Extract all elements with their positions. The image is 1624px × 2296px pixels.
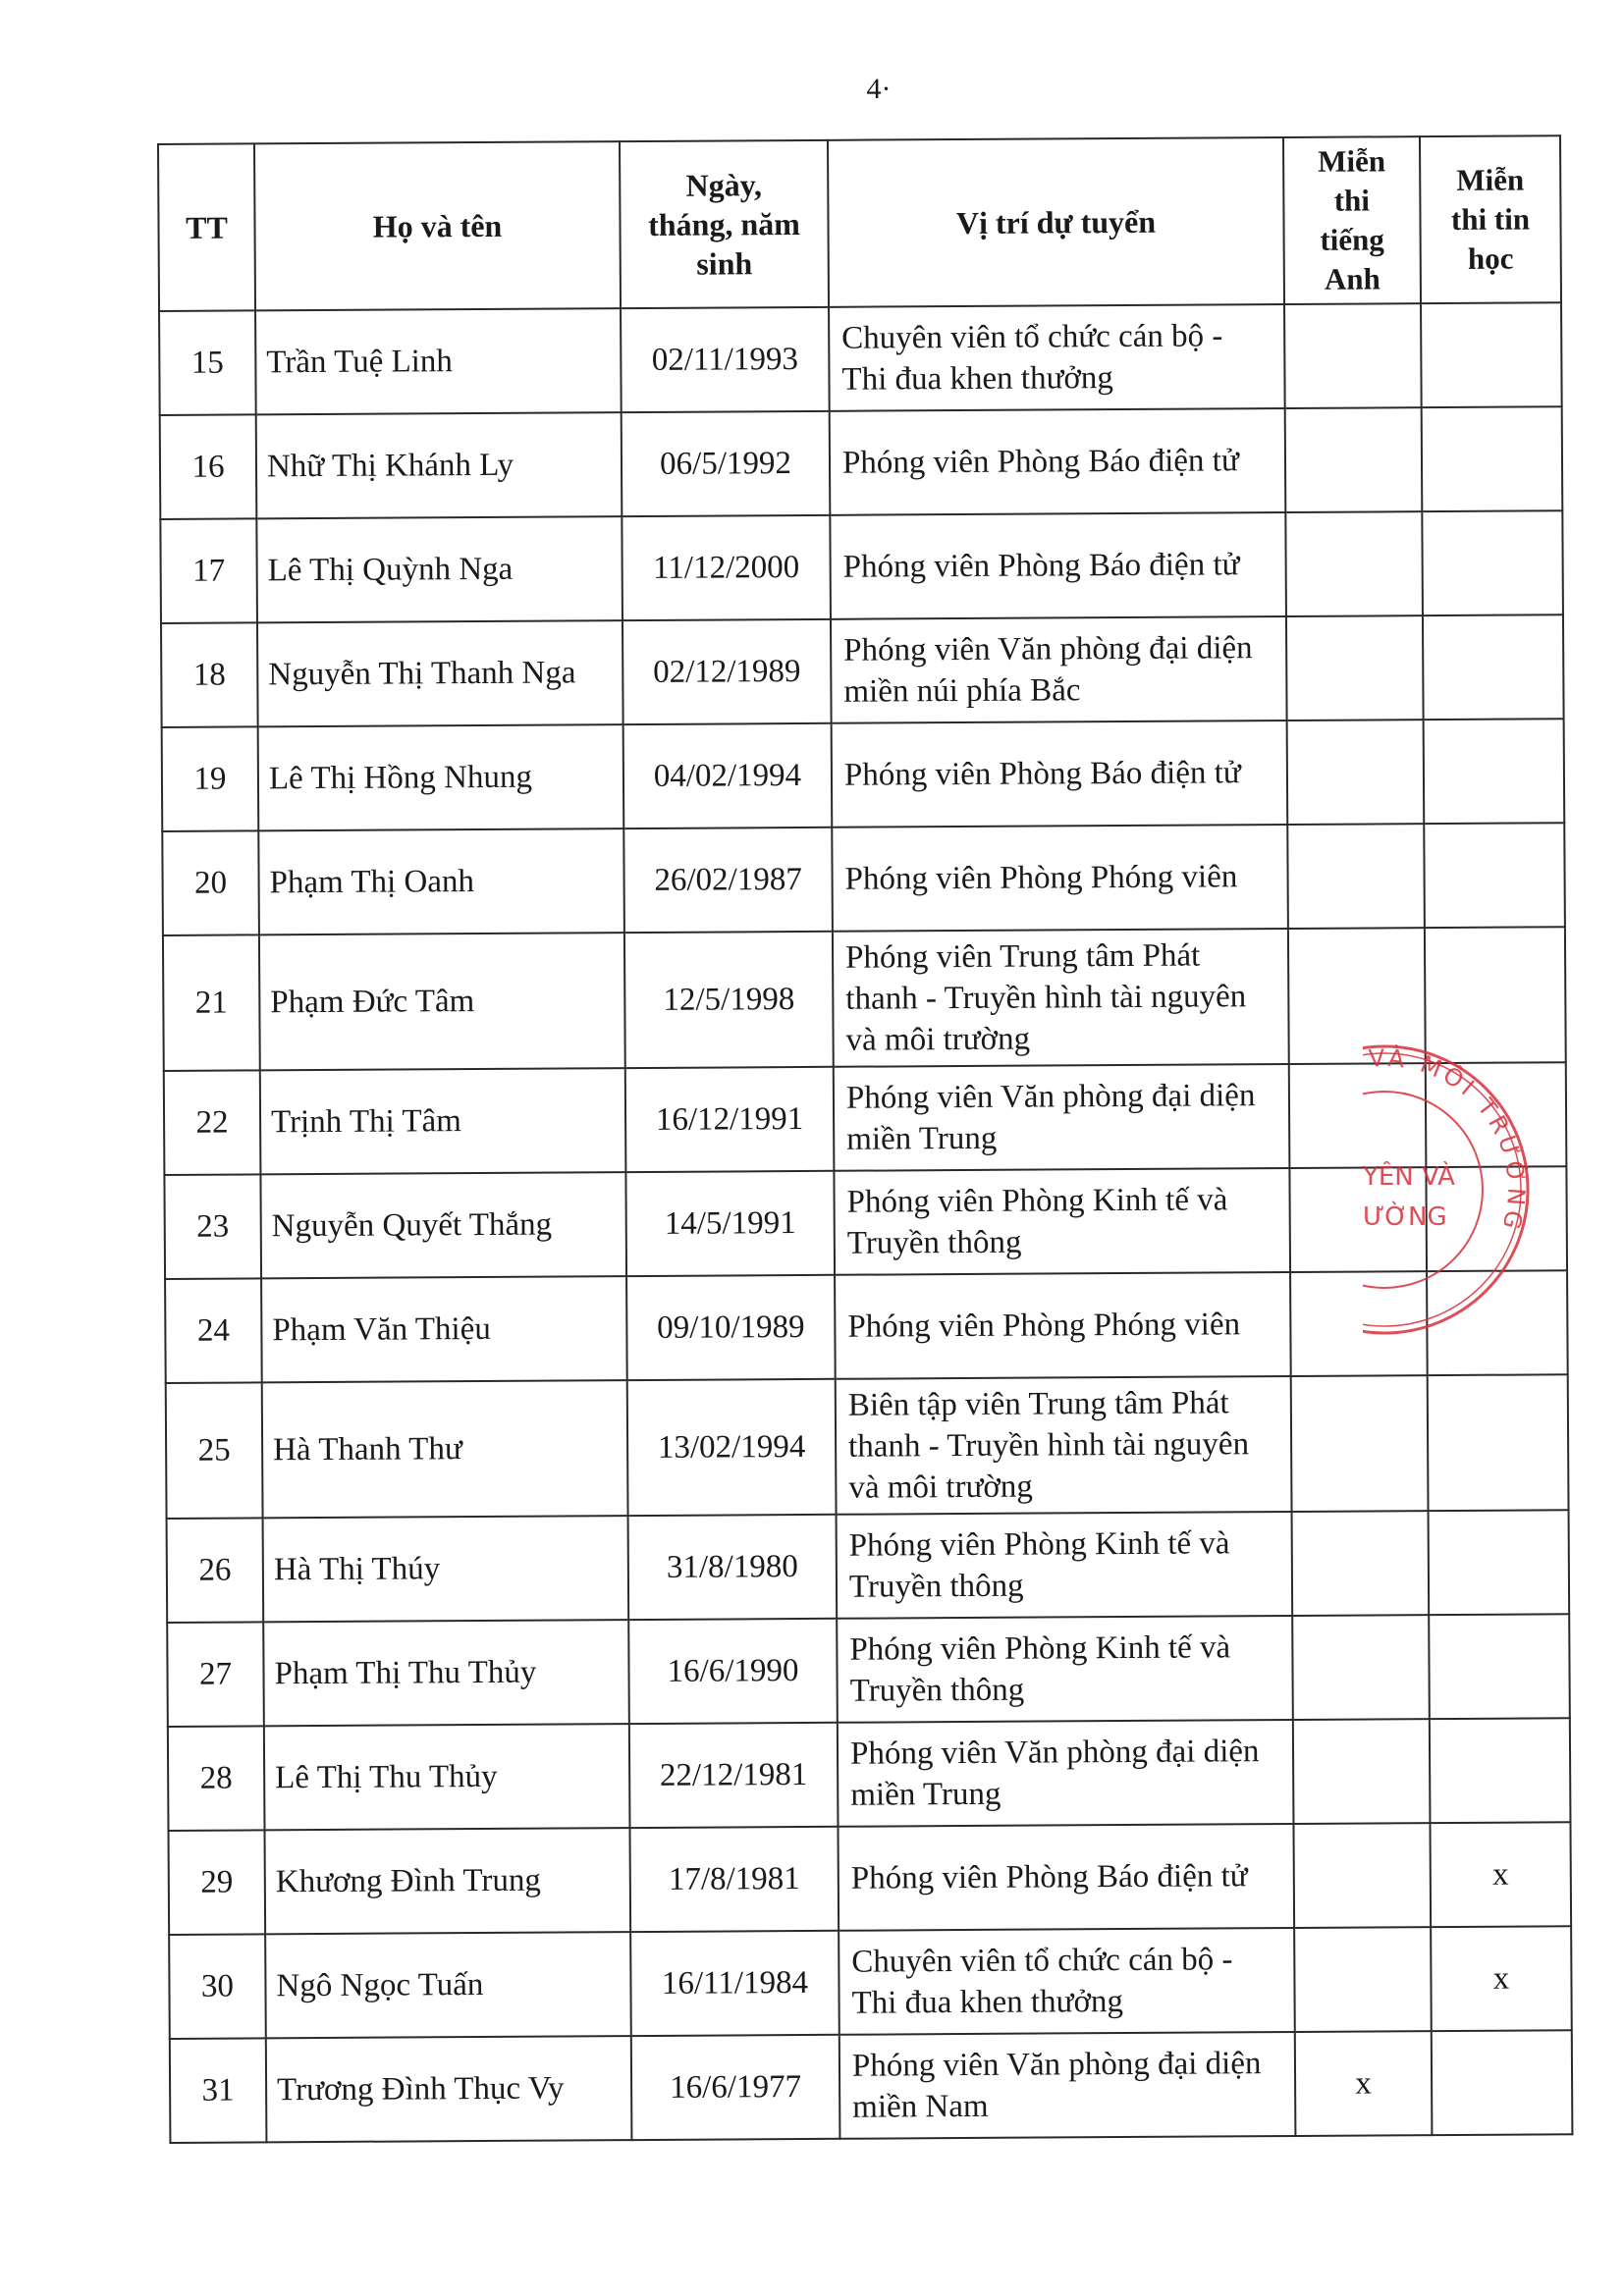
header-exempt-english-line-3: tiếng bbox=[1320, 222, 1384, 257]
table-row bbox=[167, 1510, 1570, 1623]
header-tt: TT bbox=[158, 143, 255, 311]
cell-tt: 29 bbox=[169, 1830, 266, 1935]
cell-exempt-english bbox=[1287, 720, 1425, 825]
cell-name: Lê Thị Quỳnh Nga bbox=[256, 516, 623, 622]
cell-position: Phóng viên Phòng Kinh tế và Truyền thông bbox=[837, 1616, 1293, 1723]
cell-exempt-it bbox=[1425, 927, 1566, 1063]
cell-position: Phóng viên Văn phòng đại diện miền Trung bbox=[838, 1720, 1294, 1827]
cell-exempt-it bbox=[1427, 1270, 1568, 1375]
header-dob-line-3: sinh bbox=[696, 245, 753, 282]
cell-position: Phóng viên Văn phòng đại diện miền núi phía Bắc bbox=[831, 616, 1287, 723]
cell-exempt-it bbox=[1428, 1374, 1569, 1511]
cell-exempt-english bbox=[1290, 1271, 1428, 1376]
header-position: Vị trí dự tuyển bbox=[828, 137, 1284, 307]
header-dob-line-1: Ngày, bbox=[685, 167, 763, 203]
cell-tt: 28 bbox=[168, 1726, 265, 1831]
cell-dob: 16/6/1977 bbox=[631, 2035, 840, 2140]
seal-ring-text: VÀ MÔI TRƯỜNG bbox=[1368, 1043, 1531, 1236]
table-row bbox=[168, 1718, 1571, 1831]
cell-tt: 24 bbox=[165, 1278, 262, 1383]
cell-exempt-english bbox=[1284, 303, 1422, 408]
cell-exempt-english bbox=[1291, 1375, 1429, 1512]
cell-position: Phóng viên Phòng Phóng viên bbox=[835, 1272, 1291, 1379]
cell-name: Trần Tuệ Linh bbox=[255, 308, 622, 414]
table-row bbox=[161, 614, 1564, 727]
cell-name: Khương Đình Trung bbox=[264, 1828, 630, 1934]
cell-name: Ngô Ngọc Tuấn bbox=[265, 1932, 631, 2038]
table-row bbox=[165, 1270, 1568, 1383]
cell-dob: 12/5/1998 bbox=[624, 932, 834, 1068]
cell-exempt-english bbox=[1293, 1823, 1431, 1928]
cell-exempt-english bbox=[1293, 1719, 1431, 1824]
cell-name: Phạm Thị Thu Thủy bbox=[263, 1620, 629, 1726]
cell-exempt-english bbox=[1289, 1063, 1427, 1168]
cell-position: Phóng viên Phòng Kinh tế và Truyền thông bbox=[834, 1168, 1290, 1275]
table-row bbox=[166, 1374, 1569, 1519]
cell-dob: 17/8/1981 bbox=[629, 1827, 839, 1932]
cell-exempt-it bbox=[1424, 719, 1565, 824]
cell-tt: 15 bbox=[159, 310, 256, 415]
cell-name: Nhữ Thị Khánh Ly bbox=[256, 412, 623, 518]
page-number: 4· bbox=[866, 73, 892, 105]
cell-position: Phóng viên Phòng Báo điện tử bbox=[838, 1824, 1294, 1931]
cell-dob: 04/02/1994 bbox=[623, 723, 833, 828]
candidate-table-wrapper bbox=[157, 134, 1573, 2144]
cell-dob: 16/6/1990 bbox=[628, 1619, 838, 1724]
cell-name: Nguyễn Quyết Thắng bbox=[260, 1172, 626, 1278]
cell-exempt-it bbox=[1429, 1510, 1570, 1615]
table-row bbox=[162, 823, 1565, 935]
cell-name: Phạm Đức Tâm bbox=[259, 933, 625, 1070]
cell-exempt-english bbox=[1287, 824, 1425, 929]
cell-exempt-english bbox=[1289, 1167, 1427, 1272]
cell-position: Phóng viên Phòng Phóng viên bbox=[832, 825, 1288, 932]
cell-exempt-english bbox=[1294, 1927, 1432, 2032]
cell-exempt-english bbox=[1285, 511, 1423, 616]
header-exempt-english bbox=[1283, 136, 1421, 304]
cell-tt: 30 bbox=[169, 1934, 266, 2039]
cell-tt: 27 bbox=[167, 1622, 264, 1727]
table-row bbox=[169, 1822, 1572, 1935]
cell-dob: 02/11/1993 bbox=[621, 307, 830, 412]
table-row bbox=[163, 927, 1566, 1071]
cell-dob: 16/11/1984 bbox=[630, 1931, 839, 2036]
cell-position: Phóng viên Phòng Báo điện tử bbox=[830, 408, 1286, 515]
cell-name: Lê Thị Thu Thủy bbox=[264, 1724, 630, 1830]
table-row bbox=[170, 2030, 1573, 2143]
table-row bbox=[167, 1614, 1570, 1727]
header-name: Họ và tên bbox=[254, 141, 621, 310]
cell-exempt-english bbox=[1292, 1615, 1430, 1720]
cell-position: Biên tập viên Trung tâm Phát thanh - Truyền hình tài nguyên và môi trường bbox=[836, 1376, 1292, 1515]
cell-name: Trương Đình Thục Vy bbox=[266, 2036, 632, 2142]
table-row bbox=[169, 1926, 1572, 2039]
header-dob-line-2: tháng, năm bbox=[648, 206, 800, 242]
cell-name: Hà Thị Thúy bbox=[263, 1516, 629, 1622]
cell-exempt-it bbox=[1430, 1718, 1571, 1823]
header-exempt-english-line-2: thi bbox=[1333, 183, 1371, 218]
cell-exempt-it bbox=[1421, 302, 1562, 407]
cell-dob: 26/02/1987 bbox=[623, 828, 833, 933]
cell-tt: 25 bbox=[166, 1382, 263, 1519]
cell-name: Nguyễn Thị Thanh Nga bbox=[257, 620, 623, 726]
cell-position: Phóng viên Văn phòng đại diện miền Nam bbox=[839, 2032, 1296, 2139]
cell-exempt-english bbox=[1292, 1511, 1430, 1616]
cell-exempt-english bbox=[1285, 407, 1423, 512]
cell-tt: 16 bbox=[160, 414, 257, 519]
cell-tt: 26 bbox=[167, 1518, 264, 1623]
header-exempt-it-line-2: thi tin bbox=[1450, 201, 1531, 237]
header-exempt-it bbox=[1420, 135, 1561, 303]
cell-tt: 31 bbox=[170, 2038, 267, 2143]
cell-tt: 21 bbox=[163, 934, 260, 1071]
cell-tt: 23 bbox=[164, 1174, 261, 1279]
cell-dob: 09/10/1989 bbox=[626, 1275, 836, 1380]
seal-center-text-2: ƯỜNG bbox=[1363, 1202, 1447, 1232]
cell-tt: 17 bbox=[160, 518, 257, 623]
cell-position: Phóng viên Phòng Báo điện tử bbox=[832, 721, 1288, 828]
table-row bbox=[164, 1166, 1567, 1279]
cell-dob: 06/5/1992 bbox=[622, 411, 831, 516]
cell-exempt-it bbox=[1424, 823, 1565, 928]
cell-position: Chuyên viên tổ chức cán bộ - Thi đua khen thưởng bbox=[839, 1928, 1295, 2035]
table-row bbox=[160, 510, 1563, 623]
cell-position: Phóng viên Phòng Báo điện tử bbox=[830, 512, 1286, 619]
cell-name: Phạm Thị Oanh bbox=[258, 828, 624, 934]
cell-dob: 11/12/2000 bbox=[622, 515, 831, 620]
cell-exempt-english bbox=[1286, 615, 1424, 721]
cell-dob: 22/12/1981 bbox=[629, 1723, 839, 1828]
cell-exempt-it bbox=[1426, 1062, 1567, 1167]
cell-tt: 18 bbox=[161, 622, 258, 727]
cell-exempt-it bbox=[1429, 1614, 1570, 1719]
seal-center-text-1: YÊN VÀ bbox=[1363, 1162, 1455, 1192]
cell-position: Phóng viên Phòng Kinh tế và Truyền thông bbox=[837, 1512, 1293, 1619]
cell-tt: 19 bbox=[162, 726, 259, 831]
table-header-row bbox=[158, 135, 1561, 311]
cell-exempt-it bbox=[1422, 406, 1563, 511]
table-row bbox=[160, 406, 1563, 519]
cell-exempt-english bbox=[1288, 928, 1426, 1064]
cell-name: Lê Thị Hồng Nhung bbox=[258, 724, 624, 830]
cell-exempt-english: x bbox=[1295, 2031, 1433, 2136]
cell-name: Hà Thanh Thư bbox=[262, 1380, 628, 1518]
header-exempt-it-line-1: Miễn bbox=[1456, 162, 1525, 197]
candidate-table bbox=[157, 134, 1573, 2144]
cell-exempt-it bbox=[1423, 614, 1564, 720]
cell-exempt-it bbox=[1426, 1166, 1567, 1271]
cell-exempt-it: x bbox=[1430, 1822, 1571, 1927]
cell-dob: 02/12/1989 bbox=[623, 619, 832, 724]
cell-tt: 20 bbox=[162, 830, 259, 935]
cell-dob: 13/02/1994 bbox=[627, 1379, 837, 1516]
header-exempt-it-line-3: học bbox=[1467, 240, 1514, 276]
cell-exempt-it: x bbox=[1431, 1926, 1572, 2031]
cell-position: Phóng viên Văn phòng đại diện miền Trung bbox=[834, 1064, 1290, 1171]
header-exempt-english-line-4: Anh bbox=[1324, 261, 1380, 296]
cell-dob: 31/8/1980 bbox=[628, 1515, 838, 1620]
table-row bbox=[159, 302, 1562, 415]
cell-name: Phạm Văn Thiệu bbox=[261, 1276, 627, 1382]
table-row bbox=[162, 719, 1565, 831]
header-dob bbox=[620, 140, 829, 308]
cell-position: Chuyên viên tổ chức cán bộ - Thi đua khen thưởng bbox=[829, 304, 1285, 411]
table-row bbox=[164, 1062, 1567, 1175]
cell-dob: 14/5/1991 bbox=[625, 1171, 835, 1276]
cell-dob: 16/12/1991 bbox=[625, 1067, 835, 1172]
cell-position: Phóng viên Trung tâm Phát thanh - Truyền hình tài nguyên và môi trường bbox=[833, 929, 1289, 1067]
cell-name: Trịnh Thị Tâm bbox=[260, 1068, 626, 1174]
header-exempt-english-line-1: Miễn bbox=[1318, 143, 1386, 179]
cell-exempt-it bbox=[1432, 2030, 1573, 2135]
cell-tt: 22 bbox=[164, 1070, 261, 1175]
cell-exempt-it bbox=[1422, 510, 1563, 615]
